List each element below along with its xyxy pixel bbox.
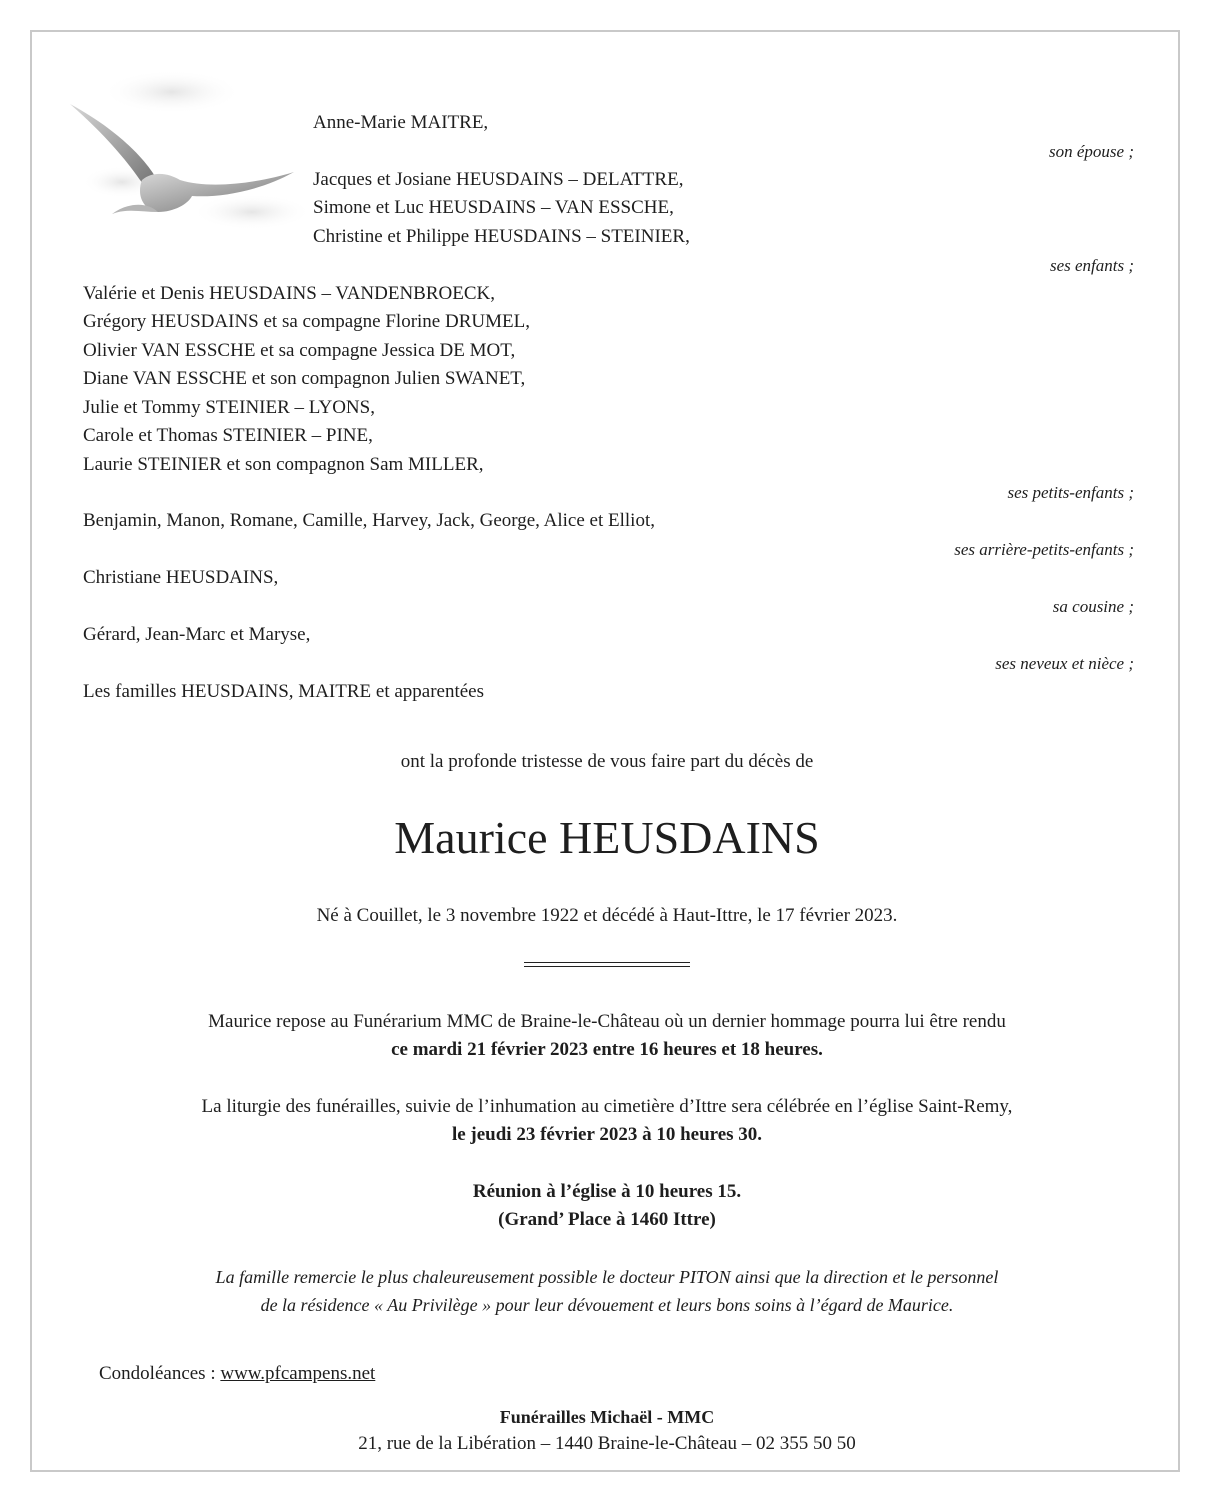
funeral-line-1: La liturgie des funérailles, suivie de l’inhumation au cimetière d’Ittre sera célébrée en l’église Saint-Remy, (201, 1096, 1013, 1117)
deceased-name: Maurice HEUSDAINS (394, 812, 820, 863)
funeral-line-2: le jeudi 23 février 2023 à 10 heures 30. (451, 1124, 763, 1145)
meeting-line-2: (Grand’ Place à 1460 Ittre) (498, 1209, 716, 1230)
child-2: Simone et Luc HEUSDAINS – VAN ESSCHE, (313, 197, 674, 218)
child-1: Jacques et Josiane HEUSDAINS – DELATTRE, (313, 169, 684, 190)
grandchild-3: Olivier VAN ESSCHE et sa compagne Jessica DE MOT, (83, 340, 516, 361)
condolences-line (99, 1363, 375, 1385)
cousin-role: sa cousine ; (1052, 597, 1134, 616)
grandchild-2: Grégory HEUSDAINS et sa compagne Florine DRUMEL, (83, 311, 530, 332)
grandchild-5: Julie et Tommy STEINIER – LYONS, (83, 397, 375, 418)
meeting-line-1: Réunion à l’église à 10 heures 15. (472, 1181, 742, 1202)
grandchild-4: Diane VAN ESSCHE et son compagnon Julien SWANET, (83, 368, 526, 389)
great-grandchildren: Benjamin, Manon, Romane, Camille, Harvey, Jack, George, Alice et Elliot, (83, 510, 655, 531)
birth-death-dates: Né à Couillet, le 3 novembre 1922 et décédé à Haut-Ittre, le 17 février 2023. (316, 905, 898, 926)
grandchild-1: Valérie et Denis HEUSDAINS – VANDENBROECK, (83, 283, 495, 304)
great-grandchildren-role: ses arrière-petits-enfants ; (954, 540, 1134, 559)
cousin-name: Christiane HEUSDAINS, (83, 567, 279, 588)
announcement-text: ont la profonde tristesse de vous faire part du décès de (400, 751, 814, 772)
thanks-line-2: de la résidence « Au Privilège » pour leur dévouement et leurs bons soins à l’égard de Maurice. (260, 1295, 954, 1315)
child-3: Christine et Philippe HEUSDAINS – STEINIER, (313, 226, 690, 247)
divider-rule (524, 962, 690, 967)
grandchild-6: Carole et Thomas STEINIER – PINE, (83, 425, 373, 446)
dove-icon (62, 62, 322, 262)
nephews-role: ses neveux et nièce ; (995, 654, 1134, 673)
funeral-home-address: 21, rue de la Libération – 1440 Braine-le-Château – 02 355 50 50 (358, 1433, 856, 1454)
visitation-line-1: Maurice repose au Funérarium MMC de Braine-le-Château où un dernier hommage pourra lui être rendu (208, 1011, 1006, 1032)
grandchildren-role: ses petits-enfants ; (1007, 483, 1134, 502)
condolences-label: Condoléances : (99, 1363, 221, 1384)
wife-role: son épouse ; (1049, 142, 1134, 161)
visitation-line-2: ce mardi 21 février 2023 entre 16 heures et 18 heures. (391, 1039, 823, 1060)
families-line: Les familles HEUSDAINS, MAITRE et apparentées (83, 681, 485, 702)
children-role: ses enfants ; (1049, 256, 1134, 275)
grandchild-7: Laurie STEINIER et son compagnon Sam MILLER, (83, 454, 484, 475)
condolences-link[interactable]: www.pfcampens.net (220, 1363, 376, 1384)
funeral-home-name: Funérailles Michaël - MMC (499, 1407, 715, 1427)
thanks-line-1: La famille remercie le plus chaleureusement possible le docteur PITON ainsi que la direction et le personnel (215, 1267, 999, 1287)
wife-name: Anne-Marie MAITRE, (313, 112, 489, 133)
nephews-names: Gérard, Jean-Marc et Maryse, (83, 624, 311, 645)
